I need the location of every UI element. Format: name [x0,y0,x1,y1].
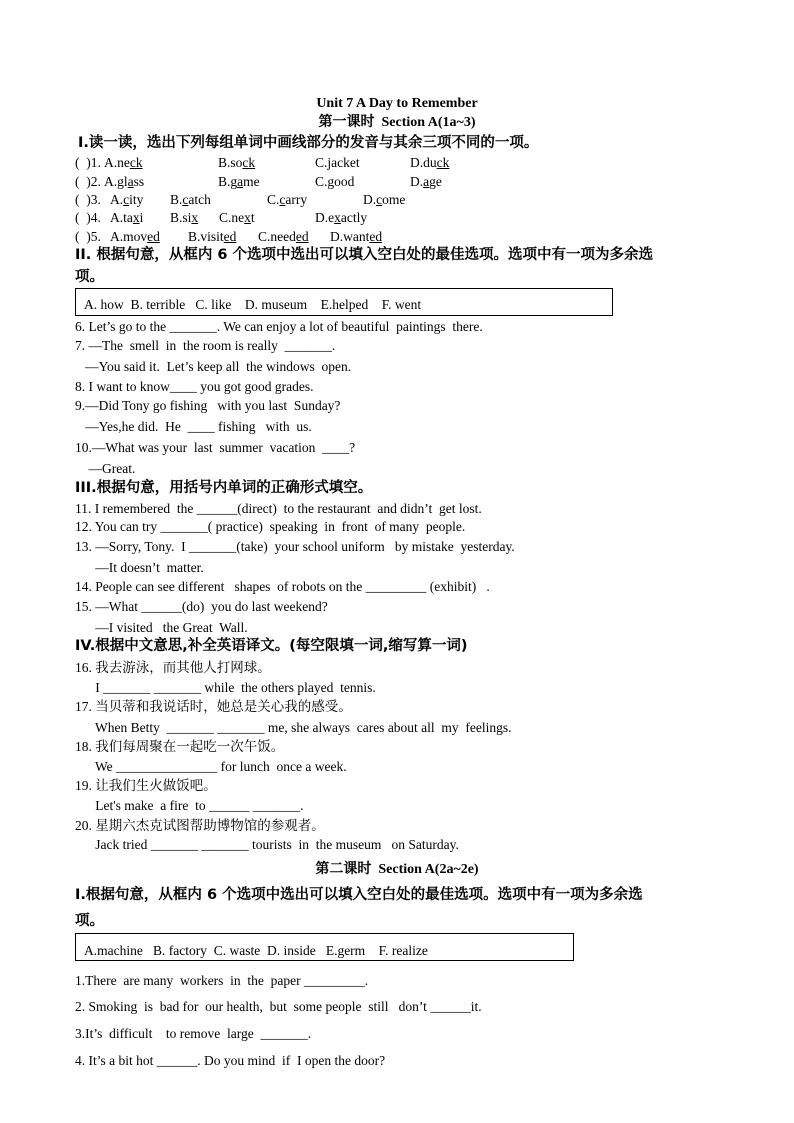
part2-question-line: —Yes,he did. He ____ fishing with us. [75,419,312,434]
part1-option-d: D.wanted [330,229,383,244]
part1-row-number: ( )4. [75,210,105,225]
part1-option-b: B.six [170,210,199,225]
part4-question-line: Jack tried _______ _______ tourists in the museum on Saturday. [75,837,459,852]
part4-question-line: 19. 让我们生火做饭吧。 [75,778,217,793]
part1-row-number: ( )2. [75,174,101,189]
part4-heading: IV.根据中文意思,补全英语译文。(每空限填一词,缩写算一词) [75,638,468,654]
part1-option-c: C.carry [267,192,308,207]
part1-option-a: A.taxi [110,210,144,225]
part3-question-line: 12. You can try _______( practice) speaking in front of many people. [75,519,466,534]
part1-option-b: B.visited [188,229,237,244]
part1-option-c: C.jacket [315,155,360,170]
part1-option-a: A.glass [104,174,145,189]
part2-question-line: —You said it. Let’s keep all the windows open. [75,359,352,374]
part1-option-c: C.good [315,174,355,189]
part2-question-line: 6. Let’s go to the _______. We can enjoy a lot of beautiful paintings there. [75,319,483,334]
part1-option-a: A.neck [104,155,143,170]
part1-option-c: C.needed [258,229,309,244]
part2-question-line: 8. I want to know____ you got good grades. [75,379,314,394]
part4-question-line: 16. 我去游泳，而其他人打网球。 [75,660,271,675]
part4-question-line: We _______________ for lunch once a week. [75,759,347,774]
part3-question-line: —I visited the Great Wall. [75,620,248,635]
part5-question-line: 1.There are many workers in the paper _________. [75,973,369,988]
part2-options: A. how B. terrible C. like D. museum E.helped F. went [84,297,422,312]
part1-option-c: C.next [219,210,255,225]
part1-option-d: D.duck [410,155,450,170]
part5-options-box [75,933,574,961]
part1-row-number: ( )5. [75,229,105,244]
part1-option-d: D.come [363,192,406,207]
part5-question-line: 3.It’s difficult to remove large _______. [75,1026,312,1041]
part2-question-line: —Great. [75,461,136,476]
part3-question-line: —It doesn’t matter. [75,560,204,575]
part4-question-line: Let's make a fire to ______ _______. [75,798,304,813]
part3-question-line: 15. —What ______(do) you do last weekend? [75,599,328,614]
part1-row-number: ( )1. [75,155,101,170]
part2-question-line: 7. —The smell in the room is really _______. [75,338,336,353]
part4-question-line: I _______ _______ while the others played tennis. [75,680,376,695]
part3-heading: III.根据句意，用括号内单词的正确形式填空。 [75,480,373,496]
part4-question-line: 20. 星期六杰克试图帮助博物馆的参观者。 [75,818,325,833]
lesson1-title: 第一课时 Section A(1a~3) [318,115,476,130]
part4-question-line: 18. 我们每周聚在一起吃一次午饭。 [75,739,285,754]
part3-question-line: 11. I remembered the ______(direct) to the restaurant and didn’t get lost. [75,501,482,516]
unit-title: Unit 7 A Day to Remember [316,96,478,111]
part3-question-line: 14. People can see different shapes of robots on the _________ (exhibit) . [75,579,490,594]
lesson2-title: 第二课时 Section A(2a~2e) [315,862,479,877]
part5-heading: I.根据句意，从框内 6 个选项中选出可以填入空白处的最佳选项。选项中有一项为多余选 [75,887,643,903]
part5-options: A.machine B. factory C. waste D. inside E.germ F. realize [84,943,428,958]
part4-question-line: When Betty _______ _______ me, she always cares about all my feelings. [75,720,512,735]
part2-heading: II. 根据句意，从框内 6 个选项中选出可以填入空白处的最佳选项。选项中有一项为多余选 [75,247,654,263]
part2-question-line: 9.—Did Tony go fishing with you last Sunday? [75,398,341,413]
part1-heading: I.读一读，选出下列每组单词中画线部分的发音与其余三项不同的一项。 [78,135,539,151]
part5-question-line: 2. Smoking is bad for our health, but some people still don’t ______it. [75,999,482,1014]
part1-option-d: D.exactly [315,210,368,225]
part2-heading-cont: 项。 [75,269,104,285]
part5-question-line: 4. It’s a bit hot ______. Do you mind if I open the door? [75,1053,386,1068]
part1-option-b: B.catch [170,192,211,207]
part1-option-d: D.age [410,174,442,189]
part3-question-line: 13. —Sorry, Tony. I _______(take) your school uniform by mistake yesterday. [75,539,515,554]
part2-question-line: 10.—What was your last summer vacation ____? [75,440,356,455]
part5-heading-cont: 项。 [75,913,104,929]
part1-option-a: A.city [110,192,144,207]
part1-option-a: A.moved [110,229,160,244]
part2-options-box [75,288,613,316]
part1-option-b: B.game [218,174,260,189]
part4-question-line: 17. 当贝蒂和我说话时，她总是关心我的感受。 [75,699,352,714]
part1-option-b: B.sock [218,155,256,170]
part1-row-number: ( )3. [75,192,105,207]
